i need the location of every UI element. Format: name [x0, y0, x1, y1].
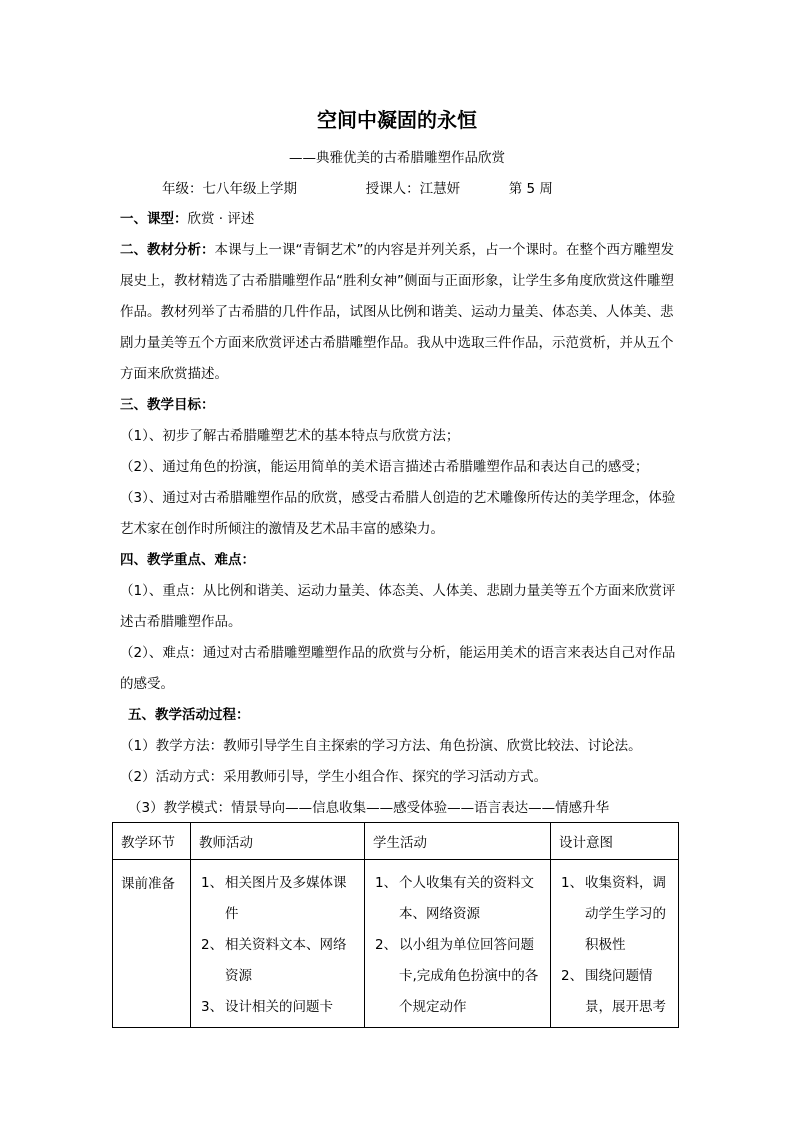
- objective-item: （3）、通过对古希腊雕塑作品的欣赏，感受古希腊人创造的艺术雕像所传达的美学理念，体验艺术家在创作时所倾注的激情及艺术品丰富的感染力。: [120, 490, 676, 537]
- stage-cell: 课前准备: [113, 860, 191, 1028]
- process-item: （1）教学方法：教师引导学生自主探索的学习方法、角色扮演、欣赏比较法、讨论法。: [120, 738, 642, 754]
- table-header: 教学环节: [113, 823, 191, 860]
- list-item: 2、 围绕问题情景，展开思考: [561, 968, 666, 1015]
- teacher-info: 授课人：江慧妍: [365, 181, 461, 197]
- design-intent-cell: [551, 860, 679, 1028]
- table-header: 教师活动: [191, 823, 365, 860]
- grade-info: 年级：七八年级上学期: [162, 181, 297, 197]
- list-item: 3、 设计相关的问题卡: [201, 999, 333, 1015]
- page-subtitle: ——典雅优美的古希腊雕塑作品欣赏: [289, 150, 505, 166]
- list-item: 1、 相关图片及多媒体课件: [201, 875, 347, 922]
- process-item: （3）教学模式：情景导向——信息收集——感受体验——语言表达——情感升华: [128, 800, 610, 816]
- table-header-row: [113, 823, 679, 860]
- student-activity-cell: [365, 860, 551, 1028]
- section-heading: 四、教学重点、难点：: [120, 552, 255, 568]
- document-body: [120, 204, 680, 824]
- lesson-meta: [162, 177, 553, 197]
- table-row: [113, 860, 679, 1028]
- section-heading: 一、课型：: [120, 211, 188, 227]
- list-item: 1、 个人收集有关的资料文本、网络资源: [375, 875, 534, 922]
- page-title: 空间中凝固的永恒: [317, 108, 477, 132]
- table-header: 设计意图: [551, 823, 679, 860]
- table-header: 学生活动: [365, 823, 551, 860]
- section-lesson-type: [120, 204, 680, 235]
- list-item: 2、 相关资料文本、网络资源: [201, 937, 347, 984]
- keypoint-item: （2）、难点：通过对古希腊雕塑雕塑作品的欣赏与分析，能运用美术的语言来表达自己对作品的感受。: [120, 645, 676, 692]
- activity-table: [112, 822, 679, 1028]
- section-heading: 三、教学目标：: [120, 397, 215, 413]
- objective-item: （2）、通过角色的扮演，能运用简单的美术语言描述古希腊雕塑作品和表达自己的感受；: [120, 459, 649, 475]
- list-item: 1、 收集资料，调动学生学习的积极性: [561, 875, 666, 953]
- section-heading: 二、教材分析：: [120, 242, 215, 258]
- process-item: （2）活动方式：采用教师引导，学生小组合作、探究的学习活动方式。: [120, 769, 548, 785]
- keypoint-item: （1）、重点：从比例和谐美、运动力量美、体态美、人体美、悲剧力量美等五个方面来欣赏评述古希腊雕塑作品。: [120, 583, 676, 630]
- section-heading: 五、教学活动过程：: [128, 707, 250, 723]
- section-text: 欣赏 · 评述: [187, 211, 255, 227]
- section-material-analysis: [120, 235, 680, 390]
- section-text: 本课与上一课“青铜艺术”的内容是并列关系，占一个课时。在整个西方雕塑发展史上，教材精选了古希腊雕塑作品“胜利女神”侧面与正面形象，让学生多角度欣赏这件雕塑作品。教材列举了古希腊的几件作品，试图从比例和谐美、运动力量美、体态美、人体美、悲剧力量美等五个方面来欣赏评述古希腊雕塑作品。我从中选取三件作品，示范赏析，并从五个方面来欣赏描述。: [120, 242, 674, 382]
- week-info: 第 5 周: [508, 181, 553, 197]
- teacher-activity-cell: [191, 860, 365, 1028]
- list-item: 2、 以小组为单位回答问题卡,完成角色扮演中的各个规定动作: [375, 937, 539, 1015]
- objective-item: （1）、初步了解古希腊雕塑艺术的基本特点与欣赏方法；: [120, 428, 460, 444]
